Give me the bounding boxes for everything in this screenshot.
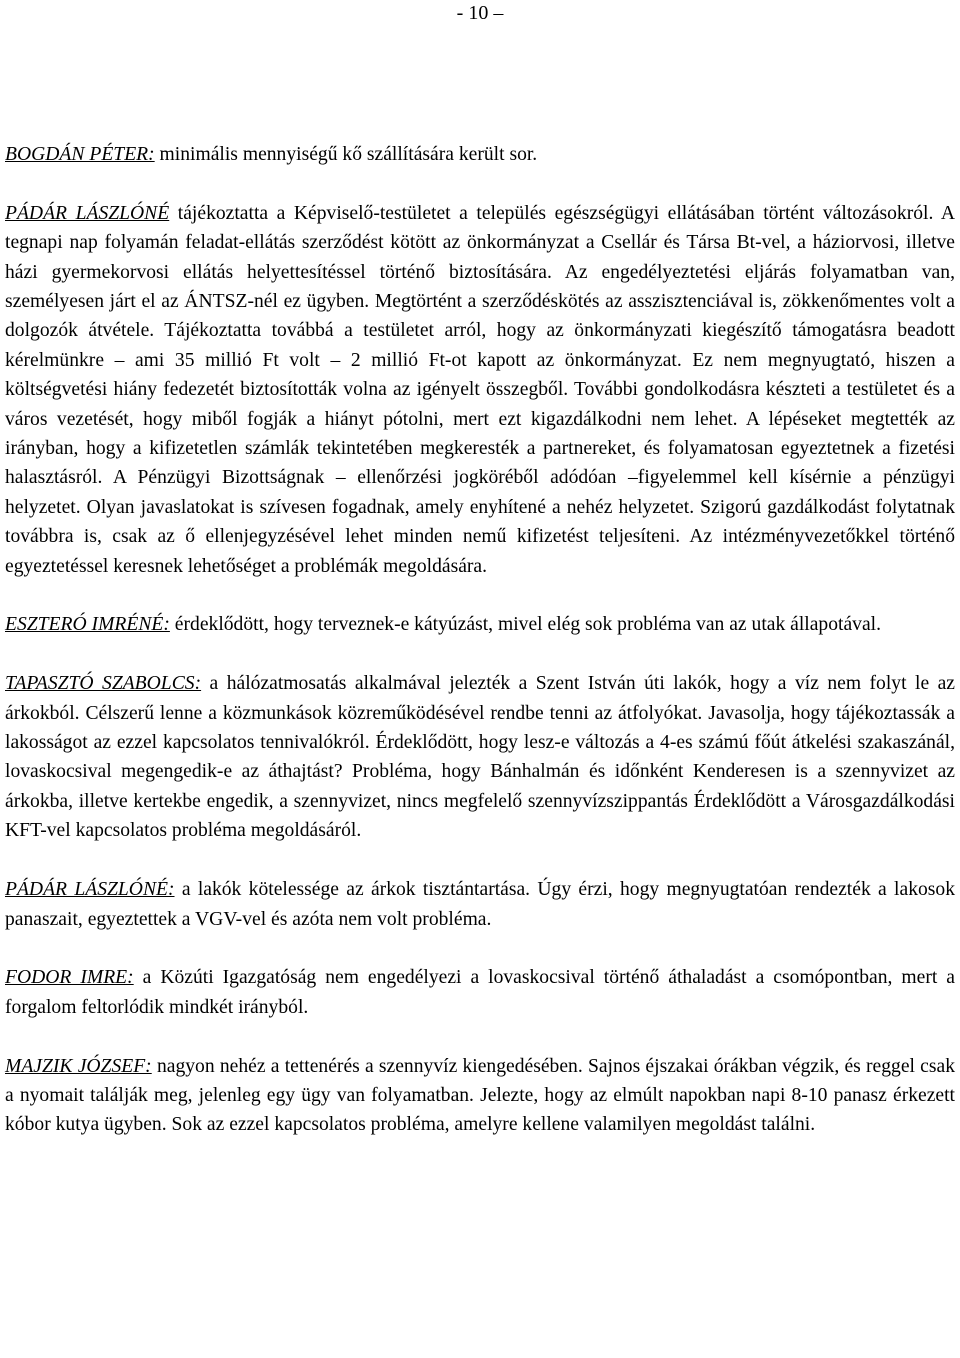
paragraph-fodor-imre [5, 963, 955, 1022]
speaker-name: PÁDÁR LÁSZLÓNÉ [5, 202, 170, 224]
paragraph-padar-laszlone-2 [5, 875, 955, 934]
paragraph-eszter-imrene [5, 610, 955, 639]
paragraph-bogdan-peter [5, 140, 955, 169]
paragraph-text: nagyon nehéz a tettenérés a szennyvíz kiengedésében. Sajnos éjszakai órákban végzik, és reggel csak a nyomait találják meg, jelenleg egy ügy van folyamatban. Jelezte, hogy az elmúlt napokban napi 8-10 panasz érkezett kóbor kutya ügyben. Sok az ezzel kapcsolatos probléma, amelyre kellene valamilyen megoldást találni. [5, 1055, 955, 1136]
speaker-name: TAPASZTÓ SZABOLCS: [5, 673, 202, 695]
paragraph-tapaszto-szabolcs [5, 669, 955, 845]
page-number: - 10 – [456, 2, 504, 24]
speaker-name: FODOR IMRE: [5, 967, 134, 989]
paragraph-text: a lakók kötelessége az árkok tisztántartása. Úgy érzi, hogy megnyugtatóan rendezték a lakosok panaszait, egyeztettek a VGV-vel és azóta nem volt probléma. [5, 879, 956, 930]
paragraph-text: tájékoztatta a Képviselő-testületet a település egészségügyi ellátásában történt változásokról. A tegnapi nap folyamán feladat-ellátás szerződést kötött az önkormányzat a Csellár és Társa Bt-vel, a háziorvosi, illetve házi gyermekorvosi ellátás helyettesítéssel történő biztosítására. Az engedélyeztetési eljárás folyamatban van, személyesen járt el az ÁNTSZ-nél ez ügyben. Megtörtént a szerződéskötés az asszisztenciával is, zökkenőmentes volt a dolgozók átvétele. Tájékoztatta továbbá a testületet arról, hogy az önkormányzati kiegészítő támogatásra beadott kérelmünkre – ami 35 millió Ft volt – 2 millió Ft-ot kapott az önkormányzat. Ez nem megnyugtató, hiszen a költségvetési hiány fedezetét biztosították volna az igényelt összegből. További gondolkodásra készteti a testületet és a város vezetését, hogy miből fogják a hiányt pótolni, mert ezt kigazdálkodni nem lehet. A lépéseket megtették az irányban, hogy a kifizetetlen számlák tekintetében megkeresték a partnereket, és folyamatosan egyeztetnek a fizetési halasztásról. A Pénzügyi Bizottságnak – ellenőrzési jogköréből adódóan –figyelemmel kell kísérnie a pénzügyi helyzetet. Olyan javaslatokat is szívesen fogadnak, amely enyhítené a nehéz helyzetet. Szigorú gazdálkodást folytatnak továbbra is, csak az ő ellenjegyzésével lehet minden nemű kifizetést teljesíteni. Az intézményvezetőkkel történő egyeztetéssel keresnek lehetőséget a problémák megoldására. [5, 202, 955, 577]
paragraph-text: minimális mennyiségű kő szállítására került sor. [154, 144, 538, 165]
paragraph-majzik-jozsef [5, 1052, 955, 1140]
speaker-name: MAJZIK JÓZSEF: [5, 1055, 152, 1077]
speaker-name: PÁDÁR LÁSZLÓNÉ: [5, 879, 175, 901]
document-body [5, 140, 955, 1169]
paragraph-text: érdeklődött, hogy terveznek-e kátyúzást, mivel elég sok probléma van az utak állapotával. [169, 614, 882, 636]
speaker-name: ESZTERÓ IMRÉNÉ: [5, 614, 170, 636]
paragraph-text: a Közúti Igazgatóság nem engedélyezi a lovaskocsival történő áthaladást a csomópontban, mert a forgalom feltorlódik mindkét irányból. [5, 967, 955, 1018]
paragraph-text: a hálózatmosatás alkalmával jelezték a Szent István úti lakók, hogy a víz nem folyt le az árkokból. Célszerű lenne a közmunkások közreműködésével rendbe tenni az átfolyókat. Javasolja, hogy tájékoztassák a lakosságot az ezzel kapcsolatos tennivalókról. Érdeklődött, hogy lesz-e változás a 4-es számú főút átkelési szakaszánál, lovaskocsival megengedik-e az áthajtást? Probléma, hogy Bánhalmán és időnként Kenderesen is a szennyvizet az árkokba, illetve kertekbe engedik, a szennyvizet, nincs megfelelő szennyvízszippantás Érdeklődött a Városgazdálkodási KFT-vel kapcsolatos probléma megoldásáról. [5, 673, 955, 842]
speaker-name: BOGDÁN PÉTER: [5, 144, 155, 165]
paragraph-padar-laszlone [5, 199, 955, 581]
